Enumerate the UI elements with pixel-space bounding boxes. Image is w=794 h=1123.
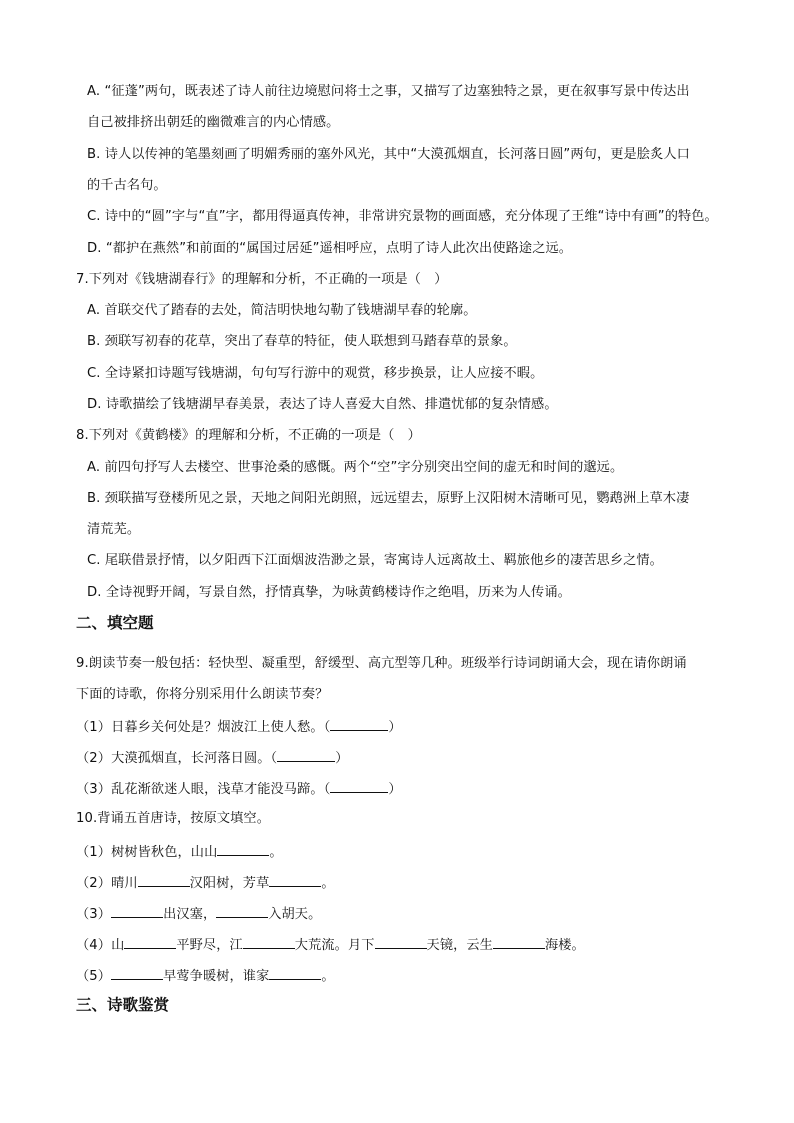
q8-option-a: A. 前四句抒写人去楼空、世事沧桑的感慨。两个“空”字分别突出空间的虚无和时间的邈远。 bbox=[87, 460, 624, 475]
q10-line-5-mid: 早莺争暖树，谁家 bbox=[163, 969, 270, 984]
q9-item-3 bbox=[76, 780, 402, 798]
q9-item-1-text: （1）日暮乡关何处是？烟波江上使人愁。（ bbox=[76, 720, 331, 735]
q10-line-3-text: （3） bbox=[76, 907, 112, 922]
q10-line-4 bbox=[76, 936, 585, 954]
q7-option-d: D. 诗歌描绘了钱塘湖早春美景，表达了诗人喜爱大自然、排遣忧郁的复杂情感。 bbox=[87, 397, 558, 412]
q10-line-2-text: （2）晴川 bbox=[76, 876, 138, 891]
q10-line-1 bbox=[76, 843, 283, 861]
q7-option-b: B. 颈联写初春的花草，突出了春草的特征，使人联想到马踏春草的景象。 bbox=[87, 334, 517, 349]
q8-option-b-line1: B. 颈联描写登楼所见之景，天地之间阳光朗照，远远望去，原野上汉阳树木清晰可见，鹦鹉洲上草木凄 bbox=[87, 491, 690, 506]
answer-blank[interactable] bbox=[330, 718, 388, 731]
q7-option-a: A. 首联交代了踏春的去处，简洁明快地勾勒了钱塘湖早春的轮廓。 bbox=[87, 303, 477, 318]
q10-line-4-end: 海楼。 bbox=[544, 938, 585, 953]
q6-option-d: D. “都护在燕然”和前面的“属国过居延”遥相呼应，点明了诗人此次出使路途之远。 bbox=[87, 241, 573, 256]
q10-line-4-text: （4）山 bbox=[76, 938, 125, 953]
q10-line-2-end: 。 bbox=[321, 876, 335, 891]
section-title-poetry-appreciation: 三、诗歌鉴赏 bbox=[76, 996, 170, 1014]
q8-option-b-line2: 清荒芜。 bbox=[87, 522, 141, 537]
fill-blank[interactable] bbox=[269, 967, 321, 980]
q9-item-1 bbox=[76, 718, 402, 736]
q10-line-2-mid: 汉阳树，芳草 bbox=[189, 876, 270, 891]
fill-blank[interactable] bbox=[217, 843, 269, 856]
close-paren: ） bbox=[388, 720, 402, 735]
q8-option-d: D. 全诗视野开阔，写景自然，抒情真挚，为咏黄鹤楼诗作之绝唱，历来为人传诵。 bbox=[87, 585, 571, 600]
q8-option-c: C. 尾联借景抒情，以夕阳西下江面烟波浩渺之景，寄寓诗人远离故土、羁旅他乡的凄苦思乡之情。 bbox=[87, 553, 663, 568]
fill-blank[interactable] bbox=[493, 936, 545, 949]
close-paren: ） bbox=[388, 782, 402, 797]
fill-blank[interactable] bbox=[111, 967, 163, 980]
fill-blank[interactable] bbox=[269, 874, 321, 887]
fill-blank[interactable] bbox=[375, 936, 427, 949]
answer-blank[interactable] bbox=[330, 780, 388, 793]
q7-stem: 7.下列对《钱塘湖春行》的理解和分析，不正确的一项是（ ） bbox=[76, 272, 448, 287]
q10-line-1-end: 。 bbox=[269, 845, 283, 860]
q6-option-c: C. 诗中的“圆”字与“直”字，都用得逼真传神，非常讲究景物的画面感，充分体现了王维“诗中有画”的特色。 bbox=[87, 209, 718, 224]
section-title-fill-in: 二、填空题 bbox=[76, 614, 154, 632]
fill-blank[interactable] bbox=[138, 874, 190, 887]
fill-blank[interactable] bbox=[243, 936, 295, 949]
q10-stem: 10.背诵五首唐诗，按原文填空。 bbox=[76, 811, 271, 826]
q6-option-b-line2: 的千古名句。 bbox=[87, 178, 167, 193]
q10-line-3 bbox=[76, 905, 321, 923]
q8-stem: 8.下列对《黄鹤楼》的理解和分析，不正确的一项是（ ） bbox=[76, 428, 421, 443]
q10-line-4-mid2: 大荒流。月下 bbox=[294, 938, 375, 953]
q9-item-2-text: （2）大漠孤烟直，长河落日圆。（ bbox=[76, 751, 278, 766]
q9-item-3-text: （3）乱花渐欲迷人眼，浅草才能没马蹄。（ bbox=[76, 782, 331, 797]
fill-blank[interactable] bbox=[216, 905, 268, 918]
close-paren: ） bbox=[335, 751, 349, 766]
q9-stem-line1: 9.朗读节奏一般包括：轻快型、凝重型，舒缓型、高亢型等几种。班级举行诗词朗诵大会，现在请你朗诵 bbox=[76, 656, 687, 671]
q6-option-b-line1: B. 诗人以传神的笔墨刻画了明媚秀丽的塞外风光，其中“大漠孤烟直，长河落日圆”两句，更是脍炙人口 bbox=[87, 147, 690, 162]
q10-line-5-text: （5） bbox=[76, 969, 112, 984]
q6-option-a-line2: 自己被排挤出朝廷的幽微难言的内心情感。 bbox=[87, 115, 340, 130]
q10-line-4-mid1: 平野尽，江 bbox=[176, 938, 243, 953]
q7-option-c: C. 全诗紧扣诗题写钱塘湖，句句写行游中的观赏，移步换景，让人应接不暇。 bbox=[87, 366, 544, 381]
q10-line-3-end: 入胡天。 bbox=[268, 907, 322, 922]
q10-line-1-text: （1）树树皆秋色，山山 bbox=[76, 845, 218, 860]
fill-blank[interactable] bbox=[124, 936, 176, 949]
q9-stem-line2: 下面的诗歌，你将分别采用什么朗读节奏？ bbox=[76, 687, 329, 702]
q9-item-2 bbox=[76, 749, 348, 767]
q10-line-3-mid: 出汉塞， bbox=[163, 907, 217, 922]
q10-line-5-end: 。 bbox=[321, 969, 335, 984]
fill-blank[interactable] bbox=[111, 905, 163, 918]
answer-blank[interactable] bbox=[277, 749, 335, 762]
q10-line-4-mid3: 天镜，云生 bbox=[426, 938, 493, 953]
q10-line-5 bbox=[76, 967, 335, 985]
q6-option-a-line1: A. “征蓬”两句，既表述了诗人前往边境慰问将士之事，又描写了边塞独特之景，更在叙事写景中传达出 bbox=[87, 84, 690, 99]
q10-line-2 bbox=[76, 874, 335, 892]
